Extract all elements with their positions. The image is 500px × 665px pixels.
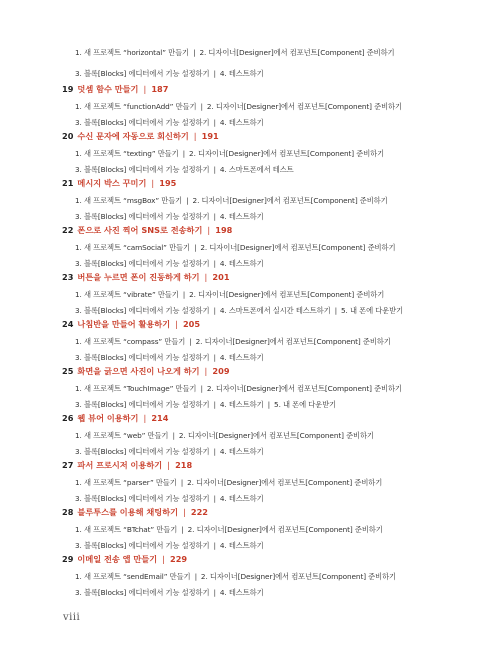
page-number: 209 — [212, 366, 230, 376]
chapter-entry — [62, 319, 462, 366]
chapter-title: 웹 뷰어 이용하기 — [77, 413, 139, 423]
chapter-steps — [75, 102, 462, 128]
separator: ❘ — [191, 131, 199, 141]
step-line: 1. 새 프로젝트 “msgBox” 만들기 ❘ 2. 디자이너[Designer]에서 컴포넌트[Component] 준비하기 — [75, 196, 388, 205]
chapter-heading[interactable] — [62, 131, 462, 142]
chapter-steps — [75, 478, 462, 504]
chapter-steps — [75, 290, 462, 316]
chapter-entry — [62, 507, 462, 554]
step-line: 1. 새 프로젝트 “BTchat” 만들기 ❘ 2. 디자이너[Designer]에서 컴포넌트[Component] 준비하기 — [75, 525, 383, 534]
separator: ❘ — [141, 84, 149, 94]
chapter-title: 화면을 긁으면 사진이 나오게 하기 — [77, 366, 200, 376]
chapter-entry — [62, 131, 462, 178]
step-line: 3. 블록[Blocks] 에디터에서 기능 설정하기 ❘ 4. 테스트하기 — [75, 259, 264, 268]
chapter-title: 버튼을 누르면 폰이 진동하게 하기 — [77, 272, 200, 282]
separator: ❘ — [141, 413, 149, 423]
chapter-steps — [75, 337, 462, 363]
step-line: 3. 블록[Blocks] 에디터에서 기능 설정하기 ❘ 4. 테스트하기 — [75, 69, 264, 78]
chapter-number: 20 — [62, 131, 74, 141]
chapter-heading[interactable] — [62, 413, 462, 424]
chapter-heading[interactable] — [62, 366, 462, 377]
chapter-number: 28 — [62, 507, 74, 517]
chapter-heading[interactable] — [62, 178, 462, 189]
chapter-number: 22 — [62, 225, 74, 235]
step-line: 1. 새 프로젝트 “parser” 만들기 ❘ 2. 디자이너[Designer]에서 컴포넌트[Component] 준비하기 — [75, 478, 383, 487]
chapter-number: 25 — [62, 366, 74, 376]
chapter-steps — [75, 196, 462, 222]
step-line: 1. 새 프로젝트 “web” 만들기 ❘ 2. 디자이너[Designer]에서 컴포넌트[Component] 준비하기 — [75, 431, 374, 440]
step-line: 3. 블록[Blocks] 에디터에서 기능 설정하기 ❘ 4. 테스트하기 — [75, 118, 264, 127]
separator: ❘ — [165, 460, 173, 470]
chapter-title: 나침반을 만들어 활용하기 — [77, 319, 171, 329]
chapter-number: 24 — [62, 319, 74, 329]
step-line: 1. 새 프로젝트 “horizontal” 만들기 ❘ 2. 디자이너[Designer]에서 컴포넌트[Component] 준비하기 — [75, 48, 395, 57]
step-line: 3. 블록[Blocks] 에디터에서 기능 설정하기 ❘ 4. 테스트하기 — [75, 541, 264, 550]
separator: ❘ — [160, 554, 168, 564]
step-line: 3. 블록[Blocks] 에디터에서 기능 설정하기 ❘ 4. 테스트하기 — [75, 447, 264, 456]
page-number: 214 — [151, 413, 169, 423]
chapter-number: 19 — [62, 84, 74, 94]
page-number: 201 — [212, 272, 230, 282]
page-number: 205 — [182, 319, 201, 329]
chapter-heading[interactable] — [62, 507, 462, 518]
step-line: 1. 새 프로젝트 “TouchImage” 만들기 ❘ 2. 디자이너[Designer]에서 컴포넌트[Component] 준비하기 — [75, 384, 402, 393]
chapter-number: 29 — [62, 554, 74, 564]
chapter-list — [62, 84, 462, 601]
chapter-entry — [62, 460, 462, 507]
page-number: 195 — [159, 178, 177, 188]
folio-page-number: viii — [63, 612, 81, 623]
chapter-steps — [75, 525, 462, 551]
chapter-title: 폰으로 사진 찍어 SNS로 전송하기 — [77, 225, 203, 235]
step-line: 3. 블록[Blocks] 에디터에서 기능 설정하기 ❘ 4. 테스트하기 — [75, 588, 264, 597]
chapter-heading[interactable] — [62, 460, 462, 471]
chapter-number: 23 — [62, 272, 74, 282]
chapter-title: 덧셈 함수 만들기 — [77, 84, 139, 94]
chapter-heading[interactable] — [62, 319, 462, 330]
chapter-steps — [75, 384, 462, 410]
chapter-steps — [75, 572, 462, 598]
chapter-entry — [62, 272, 462, 319]
step-line: 3. 블록[Blocks] 에디터에서 기능 설정하기 ❘ 4. 테스트하기 — [75, 353, 264, 362]
step-line: 1. 새 프로젝트 “texting” 만들기 ❘ 2. 디자이너[Designer]에서 컴포넌트[Component] 준비하기 — [75, 149, 385, 158]
step-line: 1. 새 프로젝트 “compass” 만들기 ❘ 2. 디자이너[Designer]에서 컴포넌트[Component] 준비하기 — [75, 337, 391, 346]
page-number: 191 — [201, 131, 219, 141]
step-line: 1. 새 프로젝트 “sendEmail” 만들기 ❘ 2. 디자이너[Designer]에서 컴포넌트[Component] 준비하기 — [75, 572, 396, 581]
chapter-entry — [62, 178, 462, 225]
chapter-entry — [62, 366, 462, 413]
chapter-steps — [75, 149, 462, 175]
chapter-title: 블루투스를 이용해 채팅하기 — [77, 507, 179, 517]
separator: ❘ — [205, 225, 213, 235]
separator: ❘ — [202, 272, 210, 282]
chapter-number: 21 — [62, 178, 74, 188]
continued-entry-steps — [75, 48, 394, 79]
step-line: 3. 블록[Blocks] 에디터에서 기능 설정하기 ❘ 4. 테스트하기 ❘ 5. 내 폰에 다운받기 — [75, 400, 337, 409]
chapter-entry — [62, 413, 462, 460]
chapter-entry — [62, 84, 462, 131]
chapter-heading[interactable] — [62, 272, 462, 283]
chapter-title: 수신 문자에 자동으로 회신하기 — [77, 131, 189, 141]
chapter-heading[interactable] — [62, 554, 462, 565]
page-number: 198 — [215, 225, 233, 235]
step-line: 3. 블록[Blocks] 에디터에서 기능 설정하기 ❘ 4. 테스트하기 — [75, 212, 264, 221]
chapter-entry — [62, 554, 462, 601]
step-line: 3. 블록[Blocks] 에디터에서 기능 설정하기 ❘ 4. 스마트폰에서 실시간 테스트하기 ❘ 5. 내 폰에 다운받기 — [75, 306, 404, 315]
separator: ❘ — [173, 319, 180, 329]
separator: ❘ — [202, 366, 210, 376]
chapter-title: 이메일 전송 앱 만들기 — [77, 554, 158, 564]
step-line: 1. 새 프로젝트 “vibrate” 만들기 ❘ 2. 디자이너[Designer]에서 컴포넌트[Component] 준비하기 — [75, 290, 385, 299]
chapter-steps — [75, 431, 462, 457]
separator: ❘ — [181, 507, 188, 517]
page-number: 187 — [151, 84, 169, 94]
chapter-heading[interactable] — [62, 225, 462, 236]
step-line: 3. 블록[Blocks] 에디터에서 기능 설정하기 ❘ 4. 스마트폰에서 테스트 — [75, 165, 294, 174]
separator: ❘ — [149, 178, 157, 188]
chapter-entry — [62, 225, 462, 272]
chapter-number: 26 — [62, 413, 74, 423]
page-number: 222 — [190, 507, 208, 517]
chapter-title: 파서 프로시저 이용하기 — [77, 460, 163, 470]
chapter-steps — [75, 243, 462, 269]
chapter-title: 메시지 박스 꾸미기 — [77, 178, 147, 188]
page-number: 229 — [170, 554, 188, 564]
chapter-number: 27 — [62, 460, 74, 470]
step-line: 3. 블록[Blocks] 에디터에서 기능 설정하기 ❘ 4. 테스트하기 — [75, 494, 264, 503]
step-line: 1. 새 프로젝트 “camSocial” 만들기 ❘ 2. 디자이너[Designer]에서 컴포넌트[Component] 준비하기 — [75, 243, 396, 252]
chapter-heading[interactable] — [62, 84, 462, 95]
step-line: 1. 새 프로젝트 “functionAdd” 만들기 ❘ 2. 디자이너[Designer]에서 컴포넌트[Component] 준비하기 — [75, 102, 402, 111]
page-number: 218 — [175, 460, 193, 470]
